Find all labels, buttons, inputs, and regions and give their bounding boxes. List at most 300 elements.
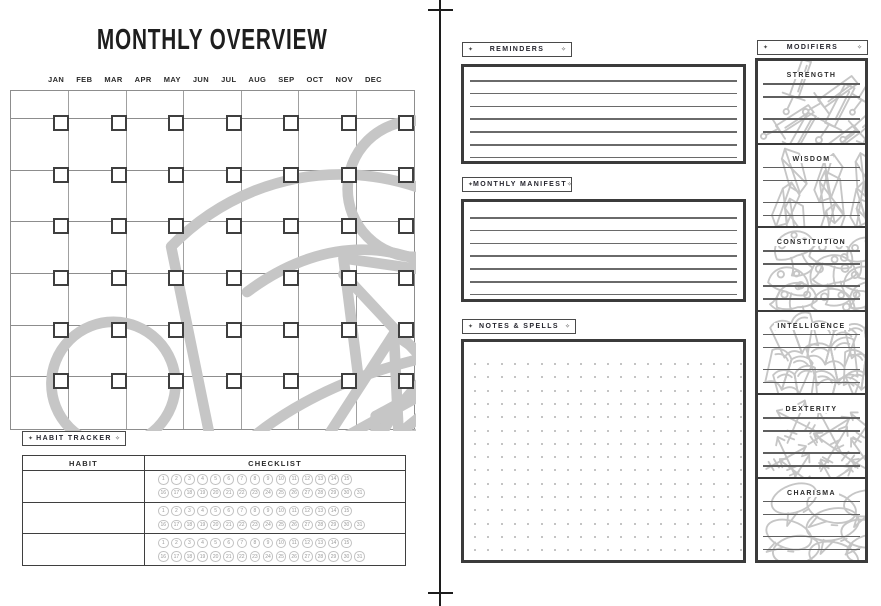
month-label: SEP: [278, 75, 295, 84]
day-circle[interactable]: 25: [276, 520, 287, 531]
grid-dot: [700, 536, 702, 538]
grid-dot: [740, 416, 742, 418]
grid-dot: [501, 536, 503, 538]
checklist-cell: [145, 534, 405, 565]
day-circle[interactable]: 31: [354, 520, 365, 531]
day-checkbox[interactable]: [341, 322, 357, 338]
grid-dot: [647, 483, 649, 485]
grid-dot: [620, 509, 622, 511]
bubble-doodle-icon: [804, 503, 864, 555]
grid-dot: [541, 483, 543, 485]
grid-dot: [700, 496, 702, 498]
day-checkbox[interactable]: [53, 322, 69, 338]
day-circle[interactable]: 1: [158, 506, 169, 517]
day-circle[interactable]: 1: [158, 474, 169, 485]
grid-dot: [514, 536, 516, 538]
grid-dot: [541, 549, 543, 551]
day-circle[interactable]: 30: [341, 551, 352, 562]
grid-dot: [674, 430, 676, 432]
modifier-section-title-text: WISDOM: [790, 156, 834, 163]
grid-dot: [474, 536, 476, 538]
grid-dot: [687, 390, 689, 392]
grid-dot: [527, 403, 529, 405]
grid-dot: [487, 430, 489, 432]
grid-dot: [620, 469, 622, 471]
day-circle[interactable]: 3: [184, 538, 195, 549]
day-checkbox[interactable]: [53, 218, 69, 234]
day-checkbox[interactable]: [168, 270, 184, 286]
day-checkbox[interactable]: [283, 167, 299, 183]
writing-line: [763, 369, 860, 371]
writing-line: [763, 250, 860, 252]
grid-dot: [594, 536, 596, 538]
day-circle-row: [158, 538, 405, 549]
grid-dot: [647, 416, 649, 418]
binding-tick-bottom: [428, 592, 453, 594]
day-circle[interactable]: 23: [250, 520, 261, 531]
day-circle[interactable]: 20: [210, 551, 221, 562]
crystal-doodle-icon: [392, 285, 416, 431]
day-circle[interactable]: 15: [341, 506, 352, 517]
writing-line: [763, 285, 860, 287]
day-checkbox[interactable]: [341, 167, 357, 183]
grid-dot: [674, 509, 676, 511]
day-circle[interactable]: 26: [289, 488, 300, 499]
day-circle[interactable]: 20: [210, 520, 221, 531]
habit-table-row: [23, 503, 405, 535]
day-circle[interactable]: 7: [237, 538, 248, 549]
modifier-section-charisma[interactable]: [758, 477, 865, 561]
page-binding-line: [439, 0, 441, 606]
day-checkbox[interactable]: [168, 167, 184, 183]
grid-dot: [740, 376, 742, 378]
day-checkbox[interactable]: [283, 270, 299, 286]
day-circle[interactable]: 5: [210, 538, 221, 549]
habit-tracker-label-text: HABIT TRACKER: [36, 435, 112, 442]
day-circle[interactable]: 26: [289, 551, 300, 562]
day-circle[interactable]: 28: [315, 488, 326, 499]
grid-dot: [700, 469, 702, 471]
grid-dot: [580, 469, 582, 471]
day-circle[interactable]: 12: [302, 474, 313, 485]
writing-line: [470, 294, 737, 296]
diamond-icon: ✧: [560, 46, 566, 53]
day-circle[interactable]: 4: [197, 506, 208, 517]
day-circle[interactable]: 27: [302, 520, 313, 531]
day-circle[interactable]: 28: [315, 551, 326, 562]
day-circle[interactable]: 2: [171, 506, 182, 517]
day-circle[interactable]: 13: [315, 474, 326, 485]
grid-dot: [607, 430, 609, 432]
writing-line: [470, 144, 737, 146]
habit-name-cell[interactable]: [23, 471, 145, 502]
grid-dot: [647, 496, 649, 498]
grid-dot: [687, 523, 689, 525]
day-checkbox[interactable]: [398, 115, 414, 131]
day-circle[interactable]: 5: [210, 506, 221, 517]
day-checkbox[interactable]: [226, 270, 242, 286]
grid-dot: [700, 509, 702, 511]
grid-dot: [660, 363, 662, 365]
day-circle[interactable]: 14: [328, 474, 339, 485]
grid-dot: [634, 523, 636, 525]
day-circle[interactable]: 25: [276, 551, 287, 562]
grid-dot: [634, 456, 636, 458]
grid-dot: [580, 430, 582, 432]
day-circle[interactable]: 6: [223, 538, 234, 549]
grid-dot: [567, 509, 569, 511]
day-circle[interactable]: 4: [197, 474, 208, 485]
day-checkbox[interactable]: [341, 115, 357, 131]
day-circle[interactable]: 6: [223, 474, 234, 485]
day-circle[interactable]: 21: [223, 488, 234, 499]
grid-dot: [594, 483, 596, 485]
day-circle[interactable]: 28: [315, 520, 326, 531]
month-label: FEB: [76, 75, 93, 84]
modifier-section-strength[interactable]: [758, 61, 865, 143]
grid-dot: [541, 376, 543, 378]
grid-dot: [514, 456, 516, 458]
day-circle[interactable]: 8: [250, 474, 261, 485]
modifier-section-title-text: INTELLIGENCE: [774, 323, 848, 330]
diamond-icon: ✦: [763, 44, 769, 51]
day-circle[interactable]: 16: [158, 520, 169, 531]
reminders-box[interactable]: [461, 64, 746, 164]
day-checkbox[interactable]: [341, 270, 357, 286]
day-circle[interactable]: 25: [276, 488, 287, 499]
day-circle[interactable]: 30: [341, 488, 352, 499]
habit-name-cell[interactable]: [23, 503, 145, 534]
grid-dot: [660, 416, 662, 418]
day-circle[interactable]: 8: [250, 538, 261, 549]
grid-dot: [501, 416, 503, 418]
grid-dot: [607, 496, 609, 498]
grid-dot: [527, 443, 529, 445]
grid-dot: [514, 390, 516, 392]
day-circle[interactable]: 13: [315, 538, 326, 549]
grid-dot: [687, 376, 689, 378]
day-circle[interactable]: 3: [184, 506, 195, 517]
day-checkbox[interactable]: [53, 373, 69, 389]
day-checkbox[interactable]: [226, 373, 242, 389]
grid-dot: [541, 403, 543, 405]
day-circle[interactable]: 11: [289, 538, 300, 549]
grid-dot: [647, 430, 649, 432]
page-title: MONTHLY OVERVIEW: [97, 22, 328, 56]
day-checkbox[interactable]: [226, 322, 242, 338]
writing-line: [763, 536, 860, 538]
grid-dot: [501, 523, 503, 525]
day-checkbox[interactable]: [168, 373, 184, 389]
grid-dot: [687, 469, 689, 471]
grid-dot: [713, 523, 715, 525]
day-circle[interactable]: 9: [263, 538, 274, 549]
day-circle[interactable]: 17: [171, 488, 182, 499]
grid-dot: [674, 536, 676, 538]
day-circle[interactable]: 21: [223, 520, 234, 531]
grid-dot: [634, 469, 636, 471]
day-circle[interactable]: 23: [250, 488, 261, 499]
writing-line: [470, 118, 737, 120]
day-checkbox[interactable]: [226, 115, 242, 131]
modifier-section-title-text: CHARISMA: [784, 490, 839, 497]
day-circle[interactable]: 2: [171, 474, 182, 485]
day-checkbox[interactable]: [226, 167, 242, 183]
grid-dot: [607, 549, 609, 551]
day-circle[interactable]: 11: [289, 506, 300, 517]
grid-dot: [527, 523, 529, 525]
day-checkbox[interactable]: [398, 218, 414, 234]
grid-dot: [713, 483, 715, 485]
day-checkbox[interactable]: [168, 218, 184, 234]
bubble-doodle-icon: [364, 267, 416, 431]
grid-dot: [700, 443, 702, 445]
day-circle[interactable]: 9: [263, 474, 274, 485]
grid-dot: [634, 443, 636, 445]
day-checkbox[interactable]: [341, 373, 357, 389]
diamond-icon: ✦: [468, 323, 474, 330]
grid-dot: [660, 403, 662, 405]
day-circle[interactable]: 23: [250, 551, 261, 562]
day-checkbox[interactable]: [398, 167, 414, 183]
day-checkbox[interactable]: [111, 322, 127, 338]
day-circle[interactable]: 12: [302, 506, 313, 517]
grid-dot: [541, 469, 543, 471]
day-circle[interactable]: 13: [315, 506, 326, 517]
day-circle[interactable]: 24: [263, 520, 274, 531]
grid-dot: [740, 403, 742, 405]
day-checkbox[interactable]: [111, 270, 127, 286]
day-circle[interactable]: 31: [354, 551, 365, 562]
day-checkbox[interactable]: [53, 115, 69, 131]
diamond-icon: ✧: [567, 181, 573, 188]
day-circle[interactable]: 17: [171, 551, 182, 562]
day-circle-row: [158, 520, 405, 531]
grid-dot: [727, 443, 729, 445]
month-labels: [48, 75, 382, 84]
day-checkbox[interactable]: [111, 373, 127, 389]
grid-dot: [740, 496, 742, 498]
day-circle[interactable]: 30: [341, 520, 352, 531]
day-circle[interactable]: 7: [237, 506, 248, 517]
day-circle[interactable]: 24: [263, 551, 274, 562]
writing-line: [470, 93, 737, 95]
day-circle[interactable]: 9: [263, 506, 274, 517]
grid-dot: [607, 509, 609, 511]
grid-dot: [474, 549, 476, 551]
day-circle[interactable]: 3: [184, 474, 195, 485]
grid-dot: [660, 443, 662, 445]
grid-dot: [501, 456, 503, 458]
day-circle[interactable]: 10: [276, 506, 287, 517]
grid-dot: [727, 483, 729, 485]
diamond-icon: ✧: [564, 323, 570, 330]
grid-dot: [487, 363, 489, 365]
day-circle[interactable]: 18: [184, 551, 195, 562]
grid-dot: [740, 430, 742, 432]
day-checkbox[interactable]: [53, 167, 69, 183]
day-checkbox[interactable]: [398, 270, 414, 286]
notes-spells-label-text: NOTES & SPELLS: [479, 323, 559, 330]
grid-dot: [620, 483, 622, 485]
grid-dot: [487, 416, 489, 418]
day-checkbox[interactable]: [168, 322, 184, 338]
day-circle[interactable]: 11: [289, 474, 300, 485]
day-circle[interactable]: 8: [250, 506, 261, 517]
day-circle[interactable]: 15: [341, 474, 352, 485]
grid-dot: [620, 390, 622, 392]
grid-dot: [740, 390, 742, 392]
grid-dot: [687, 403, 689, 405]
modifier-section-intelligence[interactable]: [758, 310, 865, 394]
grid-dot: [514, 509, 516, 511]
grid-dot: [634, 376, 636, 378]
grid-dot: [713, 456, 715, 458]
day-circle[interactable]: 22: [237, 551, 248, 562]
notes-spells-box[interactable]: [461, 339, 746, 563]
day-checkbox[interactable]: [398, 373, 414, 389]
grid-dot: [674, 456, 676, 458]
day-circle[interactable]: 1: [158, 538, 169, 549]
grid-dot: [713, 390, 715, 392]
day-circle[interactable]: 16: [158, 488, 169, 499]
grid-dot: [554, 456, 556, 458]
day-circle[interactable]: 7: [237, 474, 248, 485]
writing-line: [763, 131, 860, 133]
modifier-section-title: [758, 148, 865, 166]
day-circle[interactable]: 2: [171, 538, 182, 549]
modifier-section-constitution[interactable]: [758, 226, 865, 310]
day-circle[interactable]: 19: [197, 551, 208, 562]
day-circle[interactable]: 26: [289, 520, 300, 531]
day-circle[interactable]: 6: [223, 506, 234, 517]
grid-dot: [607, 523, 609, 525]
day-circle[interactable]: 20: [210, 488, 221, 499]
modifier-section-title-text: CONSTITUTION: [774, 239, 849, 246]
day-checkbox[interactable]: [283, 115, 299, 131]
day-circle[interactable]: 27: [302, 488, 313, 499]
grid-dot: [501, 443, 503, 445]
day-circle[interactable]: 18: [184, 488, 195, 499]
grid-dot: [607, 376, 609, 378]
day-checkbox[interactable]: [226, 218, 242, 234]
grid-dot: [474, 456, 476, 458]
grid-dot: [487, 523, 489, 525]
grid-dot: [527, 456, 529, 458]
day-checkbox[interactable]: [111, 218, 127, 234]
day-circle[interactable]: 14: [328, 506, 339, 517]
day-checkbox[interactable]: [398, 322, 414, 338]
grid-dot: [580, 509, 582, 511]
writing-line: [763, 83, 860, 85]
book-doodle-icon: [330, 413, 416, 431]
grid-dot: [687, 443, 689, 445]
modifier-section-title: [758, 482, 865, 500]
day-circle[interactable]: 10: [276, 474, 287, 485]
grid-dot: [660, 469, 662, 471]
grid-dot: [514, 469, 516, 471]
grid-dot: [740, 363, 742, 365]
grid-dot: [713, 509, 715, 511]
day-checkbox[interactable]: [283, 322, 299, 338]
day-checkbox[interactable]: [53, 270, 69, 286]
day-circle[interactable]: 29: [328, 551, 339, 562]
grid-dot: [541, 443, 543, 445]
day-checkbox[interactable]: [111, 115, 127, 131]
day-checkbox[interactable]: [111, 167, 127, 183]
grid-dot: [660, 523, 662, 525]
grid-dot: [634, 549, 636, 551]
day-circle[interactable]: 22: [237, 520, 248, 531]
grid-dot: [634, 403, 636, 405]
grid-dot: [501, 469, 503, 471]
day-checkbox[interactable]: [341, 218, 357, 234]
day-circle[interactable]: 29: [328, 488, 339, 499]
writing-line: [470, 255, 737, 257]
day-circle-row: [158, 551, 405, 562]
day-circle[interactable]: 4: [197, 538, 208, 549]
grid-dot: [660, 496, 662, 498]
day-circle[interactable]: 21: [223, 551, 234, 562]
day-checkbox[interactable]: [283, 373, 299, 389]
grid-dot: [474, 430, 476, 432]
day-circle[interactable]: 24: [263, 488, 274, 499]
modifier-section-dexterity[interactable]: [758, 393, 865, 477]
day-checkbox[interactable]: [283, 218, 299, 234]
day-circle[interactable]: 19: [197, 488, 208, 499]
grid-dot: [634, 430, 636, 432]
grid-dot: [580, 416, 582, 418]
grid-dot: [487, 390, 489, 392]
day-circle[interactable]: 29: [328, 520, 339, 531]
grid-dot: [674, 483, 676, 485]
grid-dot: [727, 390, 729, 392]
day-circle[interactable]: 16: [158, 551, 169, 562]
grid-dot: [554, 416, 556, 418]
grid-dot: [740, 549, 742, 551]
modifier-section-wisdom[interactable]: [758, 143, 865, 227]
dagger-doodle-icon: [773, 111, 823, 142]
grid-dot: [541, 430, 543, 432]
habit-name-cell[interactable]: [23, 534, 145, 565]
day-circle[interactable]: 31: [354, 488, 365, 499]
writing-line: [763, 96, 860, 98]
grid-dot: [634, 416, 636, 418]
day-circle[interactable]: 10: [276, 538, 287, 549]
day-circle[interactable]: 14: [328, 538, 339, 549]
writing-line: [470, 131, 737, 133]
day-circle[interactable]: 15: [341, 538, 352, 549]
grid-dot: [487, 403, 489, 405]
day-circle[interactable]: 18: [184, 520, 195, 531]
day-circle[interactable]: 27: [302, 551, 313, 562]
grid-dot: [567, 549, 569, 551]
monthly-manifest-label: [462, 177, 572, 192]
day-circle[interactable]: 12: [302, 538, 313, 549]
grid-dot: [580, 376, 582, 378]
day-checkbox[interactable]: [168, 115, 184, 131]
monthly-manifest-box[interactable]: [461, 199, 746, 302]
grid-dot: [660, 509, 662, 511]
day-circle[interactable]: 5: [210, 474, 221, 485]
grid-dot: [580, 403, 582, 405]
grid-dot: [607, 483, 609, 485]
day-circle[interactable]: 17: [171, 520, 182, 531]
day-circle[interactable]: 22: [237, 488, 248, 499]
day-circle[interactable]: 19: [197, 520, 208, 531]
grid-dot: [527, 416, 529, 418]
grid-dot: [700, 523, 702, 525]
